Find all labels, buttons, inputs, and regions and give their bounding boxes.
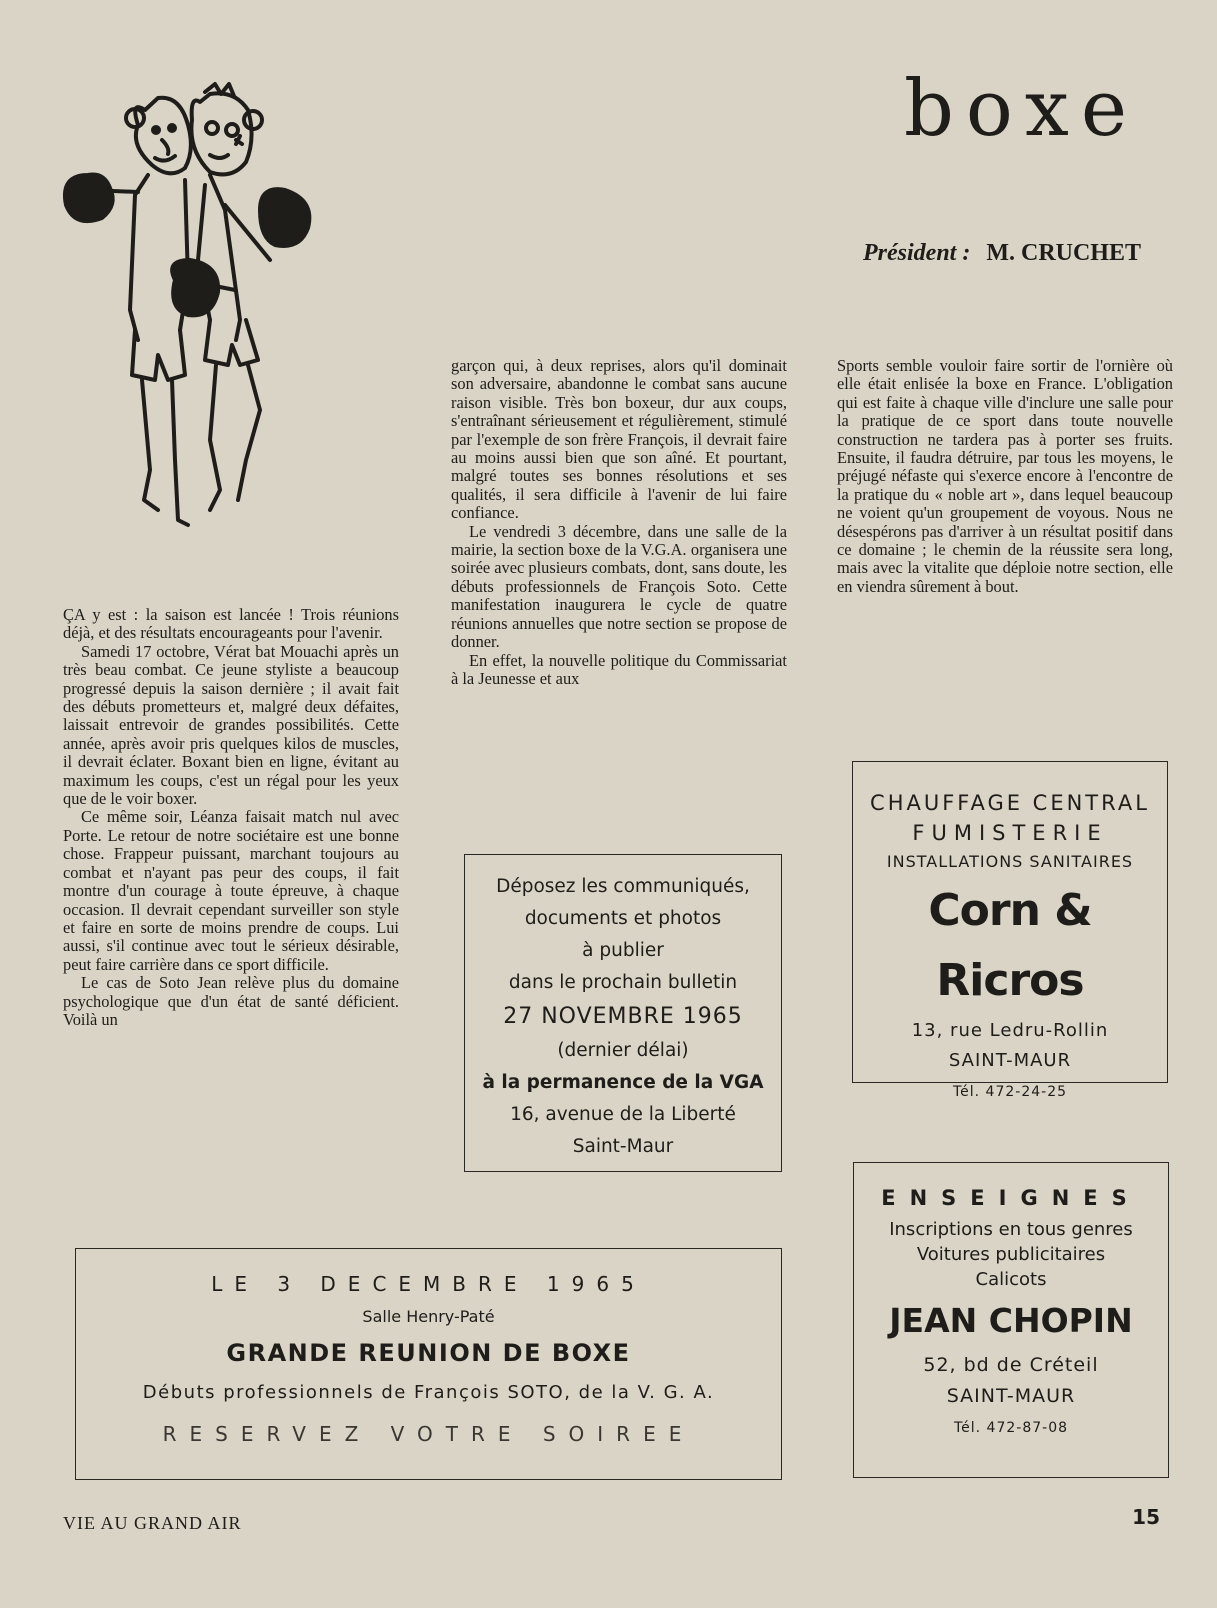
article-paragraph: Samedi 17 octobre, Vérat bat Mouachi après un très beau combat. Ce jeune styliste a beaucoup progressé depuis la saison dernière ; il avait fait des débuts prometteurs et, malgré deux défaites, laissait entrevoir de grandes possibilités. Cette année, après avoir pris quelques kilos de muscles, il devrait éclater. Boxant bien en ligne, évitant au maximum les coups, c'est un régal pour les yeux que de le voir boxer. xyxy=(63,641,399,809)
ad-corn-ricros xyxy=(852,761,1168,1100)
ad-address: 13, rue Ledru-Rollin xyxy=(911,1020,1109,1041)
event-debut: Débuts professionnels de François SOTO, de la V. G. A. xyxy=(142,1382,715,1403)
article-paragraph: Le vendredi 3 décembre, dans une salle de la mairie, la section boxe de la V.G.A. organisera une soirée avec plusieurs combats, dont, sans doute, les débuts professionnels de François Soto. Cette manifestation inaugurera le cycle de quatre réunions annuelles que notre section se propose de donner. xyxy=(451,521,787,652)
submission-notice-box xyxy=(464,854,782,1172)
ad-address: 52, bd de Créteil xyxy=(923,1354,1099,1376)
ad-line: Calicots xyxy=(975,1269,1047,1290)
notice-address: 16, avenue de la Liberté xyxy=(510,1104,736,1125)
ad-city: SAINT-MAUR xyxy=(948,1050,1072,1071)
article-paragraph: Le cas de Soto Jean relève plus du domaine psychologique que d'un état de santé déficient. Voilà un xyxy=(63,973,399,1029)
ad-city: SAINT-MAUR xyxy=(946,1385,1076,1407)
event-announcement-box xyxy=(75,1248,782,1480)
ad-telephone: Tél. 472-87-08 xyxy=(953,1420,1069,1436)
event-venue: Salle Henry-Paté xyxy=(362,1307,495,1326)
ad-jean-chopin xyxy=(853,1162,1169,1478)
event-headline: GRANDE REUNION DE BOXE xyxy=(226,1339,631,1367)
event-date: LE 3 DECEMBRE 1965 xyxy=(211,1272,646,1296)
ad-line: FUMISTERIE xyxy=(912,821,1108,845)
ad-brand: Corn & Ricros xyxy=(928,885,1092,1006)
page-number: 15 xyxy=(1132,1505,1160,1529)
notice-date: 27 NOVEMBRE 1965 xyxy=(503,1004,743,1029)
article-paragraph: garçon qui, à deux reprises, alors qu'il dominait son adversaire, abandonne le combat sans aucune raison visible. Très bon boxeur, dur aux coups, s'entraînant sérieusement et régulièrement, stimulé par l'exemple de son frère François, il devrait faire au moins aussi bien que son aîné. Et pourtant, malgré toutes ses bonnes résolutions et ses qualités, il sera difficile à l'avenir de lui faire confiance. xyxy=(451,356,787,523)
ad-telephone: Tél. 472-24-25 xyxy=(952,1084,1068,1100)
president-name: M. CRUCHET xyxy=(986,240,1141,266)
article-paragraph: Sports semble vouloir faire sortir de l'ornière où elle était enlisée la boxe en France. L'obligation qui est faite à chaque ville d'inclure une salle pour la pratique de ce sport dans toute nouvelle construction ne tardera pas à porter ses fruits. Ensuite, il faudra détruire, par tous les moyens, le préjugé néfaste qui s'exerce encore à l'encontre de la pratique du « noble art », dans lequel beaucoup ne voient qu'un groupement de voyous. Nous ne désespérons pas d'arriver à un résultat positif dans ce domaine ; le chemin de la réussite sera long, mais avec la vitalite que déploie notre section, elle en viendra sûrement à bout. xyxy=(837,356,1173,596)
notice-line: dans le prochain bulletin xyxy=(508,972,738,993)
ad-line: CHAUFFAGE CENTRAL xyxy=(870,791,1150,815)
ad-brand: JEAN CHOPIN xyxy=(889,1301,1133,1340)
article-paragraph: ÇA y est : la saison est lancée ! Trois réunions déjà, et des résultats encourageants pour l'avenir. xyxy=(63,605,399,643)
section-title: boxe xyxy=(903,64,1139,154)
event-reserve: RESERVEZ VOTRE SOIREE xyxy=(162,1422,695,1446)
president-label: Président : xyxy=(863,240,971,266)
notice-line: à publier xyxy=(582,940,664,961)
article-column-3 xyxy=(837,357,1173,596)
article-column-1 xyxy=(63,606,399,1029)
notice-place: à la permanence de la VGA xyxy=(482,1072,764,1093)
ad-line: INSTALLATIONS SANITAIRES xyxy=(886,852,1134,871)
article-paragraph: En effet, la nouvelle politique du Commissariat à la Jeunesse et aux xyxy=(451,650,787,688)
notice-line: documents et photos xyxy=(524,908,722,929)
article-column-2 xyxy=(451,357,787,688)
president-line xyxy=(863,240,1141,267)
notice-line: Déposez les communiqués, xyxy=(496,876,750,897)
publication-name: VIE AU GRAND AIR xyxy=(63,1513,242,1533)
article-paragraph: Ce même soir, Léanza faisait match nul avec Porte. Le retour de notre sociétaire est une bonne chose. Frappeur puissant, marchant toujours au combat et n'ayant pas peur des coups, il fait montre d'un courage à toute épreuve, à chaque occasion. Il devrait cependant surveiller son style et faire en sorte de moins prendre de coups. Lui aussi, s'il continue avec tout le sérieux désirable, peut faire carrière dans ce sport difficile. xyxy=(63,807,399,974)
notice-city: Saint-Maur xyxy=(572,1136,674,1157)
ad-line: ENSEIGNES xyxy=(881,1186,1141,1210)
ad-line: Inscriptions en tous genres xyxy=(889,1219,1133,1240)
boxers-illustration xyxy=(60,80,340,540)
notice-deadline: (dernier délai) xyxy=(557,1040,689,1061)
ad-line: Voitures publicitaires xyxy=(916,1244,1106,1265)
